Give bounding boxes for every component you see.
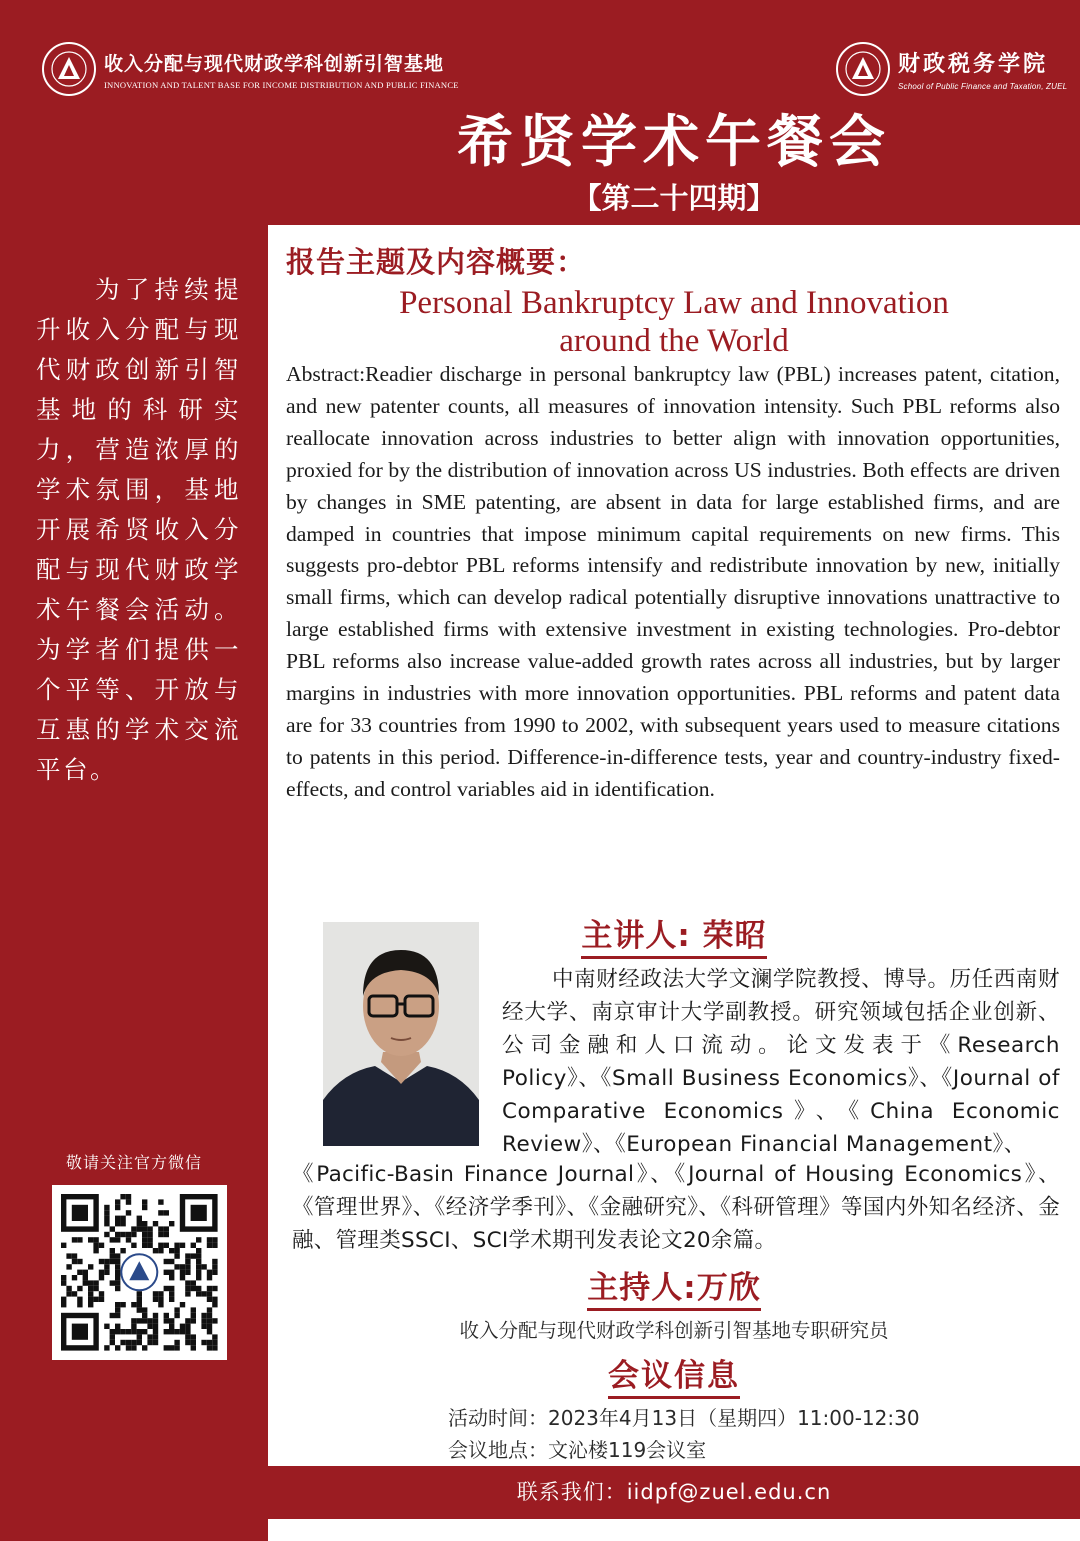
sidebar-intro: 为了持续提升收入分配与现代财政创新引智基地的科研实力，营造浓厚的学术氛围，基地开展希贤收入分配与现代财政学术午餐会活动。为学者们提供一个平等、开放与互惠的学术交流平台。 — [36, 275, 241, 784]
base-name-cn: 收入分配与现代财政学科创新引智基地 — [104, 52, 445, 75]
host-heading — [268, 1262, 1080, 1307]
talk-title-line1: Personal Bankruptcy Law and Innovation — [399, 285, 949, 321]
talk-title-line2: around the World — [559, 323, 789, 359]
qr-caption: 敬请关注官方微信 — [65, 1153, 202, 1172]
talk-title — [286, 284, 1062, 360]
base-logo — [42, 42, 459, 96]
wechat-qr-code[interactable] — [52, 1185, 227, 1360]
meeting-place: 会议地点：文沁楼119会议室 — [448, 1438, 707, 1462]
base-name-en: INNOVATION AND TALENT BASE FOR INCOME DISTRIBUTION AND PUBLIC FINANCE — [104, 79, 459, 90]
talk-heading: 报告主题及内容概要： — [286, 245, 587, 279]
school-name-cn: 财政税务学院 — [898, 51, 1049, 77]
base-seal-icon — [42, 42, 96, 96]
meeting-time: 活动时间：2023年4月13日（星期四）11:00-12:30 — [448, 1406, 920, 1430]
event-title: 希贤学术午餐会 — [457, 110, 891, 175]
qr-code-icon — [52, 1185, 227, 1360]
host-description: 收入分配与现代财政学科创新引智基地专职研究员 — [459, 1319, 889, 1342]
speaker-bio-part1: 中南财经政法大学文澜学院教授、博导。历任西南财经大学、南京审计大学副教授。研究领域包括企业创新、公司金融和人口流动。论文发表于《Research Policy》、《Small Business Economics》、《Journal of Comparative Economics》、《China Economic Review》、《European Financial Management》、 — [502, 967, 1060, 1157]
speaker-photo — [323, 922, 479, 1146]
host-heading-text: 主持人:万欣 — [587, 1270, 760, 1311]
meeting-heading — [268, 1350, 1080, 1395]
issue-number: 【第二十四期】 — [572, 181, 776, 215]
meeting-heading-text: 会议信息 — [608, 1358, 740, 1399]
school-logo — [836, 42, 1067, 96]
school-seal-icon — [836, 42, 890, 96]
school-name-en: School of Public Finance and Taxation, ZUEL — [898, 82, 1068, 91]
speaker-heading-text: 主讲人: 荣昭 — [581, 918, 766, 959]
speaker-bio-part2: 《Pacific-Basin Finance Journal》、《Journal of Housing Economics》、《管理世界》、《经济学季刊》、《金融研究》、《科研管理》等国内外知名经济、金融、管理类SSCI、SCI学术期刊发表论文20余篇。 — [292, 1162, 1060, 1253]
abstract-text: Abstract:Readier discharge in personal bankruptcy law (PBL) increases patent, citation, and new patenter counts, all measures of innovation intensity. Such PBL reforms also reallocate innovation across industries to better align with innovation opportunities, proxied for by the distribution of innovation across US industries. Both effects are driven by changes in SME patenting, are absent in data for large established firms, and are damped in countries that impose minimum capital requirements on new firms. This suggests pro-debtor PBL reforms intensify and redistribute innovation by new, initially small firms, which can develop radical potentially disruptive innovations unattractive to large established firms with extensive investment in existing technologies. Pro-debtor PBL reforms also increase value-added growth rates across all industries, but by larger margins in industries with more innovation opportunities. PBL reforms and patent data are for 33 countries from 1990 to 2002, with subsequent years used to measure citations to patents in this period. Difference-in-difference tests, year and country-industry fixed-effects, and control variables aid in identification. — [286, 362, 1060, 801]
contact-footer: 联系我们：iidpf@zuel.edu.cn — [268, 1466, 1080, 1519]
